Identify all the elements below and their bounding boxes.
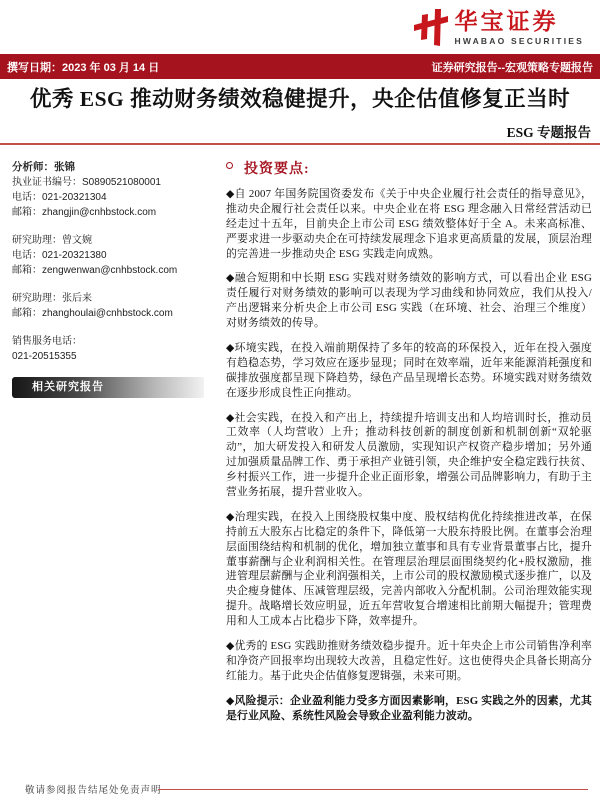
analyst-sidebar	[12, 160, 218, 398]
sales-phone-label: 销售服务电话：	[12, 336, 82, 347]
report-banner	[0, 54, 600, 79]
report-subtitle: ESG 专题报告	[506, 125, 591, 140]
analyst-email: 邮箱：zhangjin@cnhbstock.com	[12, 207, 157, 218]
risk-warning-paragraph: ◆风险提示：企业盈利能力受多方面因素影响，ESG 实践之外的因素，尤其是行业风险、系统性风险会导致企业盈利能力波动。	[226, 694, 592, 722]
footer-divider	[158, 789, 588, 790]
page-title: 优秀 ESG 推动财务绩效稳健提升，央企估值修复正当时	[29, 87, 571, 111]
brand-name-cn: 华宝证券	[454, 8, 559, 34]
brand-logo	[414, 9, 585, 46]
investment-summary	[226, 158, 592, 734]
assistant-group	[12, 233, 218, 278]
analyst-license: 执业证书编号：S0890521080001	[12, 177, 161, 188]
investment-points-header	[226, 158, 592, 178]
sales-phone-group	[12, 334, 218, 364]
summary-paragraph: ◆自 2007 年国务院国资委发布《关于中央企业履行社会责任的指导意见》，推动央企履行社会责任以来。中央企业在将 ESG 理念融入日常经营活动已经走过十五年，目前央企上市公司 ESG 绩效整体好于全 A。未来高标准、严要求进一步驱动央企在可持续发展理念下追求更高质量的发展，顶层治理的完善进一步推动央企 ESG 实践走向成熟。	[226, 188, 592, 260]
footer-disclaimer: 敬请参阅报告结尾处免责声明	[25, 786, 162, 796]
summary-paragraph: ◆融合短期和中长期 ESG 实践对财务绩效的影响方式，可以看出企业 ESG 责任履行对财务绩效的影响可以表现为学习曲线和协同效应，我们从投入/产出逻辑来分析央企上市公司 ESG 实践（在环境、社会、治理三个维度）对财务绩效的传导。	[226, 272, 592, 330]
assistant-email: 邮箱：zengwenwan@cnhbstock.com	[12, 265, 178, 276]
assistant-phone: 电话：021-20321380	[12, 250, 107, 261]
analyst-phone: 电话：021-20321304	[12, 192, 107, 203]
analyst-name: 分析师：张锦	[12, 161, 75, 173]
assistant-email: 邮箱：zhanghoulai@cnhbstock.com	[12, 308, 173, 319]
section-title: 投资要点:	[244, 162, 310, 177]
summary-paragraph: ◆社会实践，在投入和产出上，持续提升培训支出和人均培训时长，推动员工效率（人均营收）上升；推动科技创新的制度创新和机制创新“双轮驱动”，加大研发投入和研发人员激励，实现知识产权资产稳步增加；另外通过加强质量品牌工作、勇于承担产业链引领，央企维护安全稳定践行扶贫、乡村振兴工作，进一步提升企业正面形象，增强公司品牌影响力，有助于主营业务拓展，提升营业收入。	[226, 411, 592, 499]
brand-name-en: HWABAO SECURITIES	[454, 36, 584, 47]
summary-paragraph: ◆环境实践，在投入端前期保持了多年的较高的环保投入，近年在投入强度有趋稳态势，学习效应在逐步显现；同时在效率端，近年来能源消耗强度和碳排放强度都呈现下降趋势，绿色产品呈现增长态势。环境实践对财务绩效在逐步形成良性正向推动。	[226, 342, 592, 399]
assistant-group	[12, 291, 218, 321]
summary-paragraph: ◆治理实践，在投入上围绕股权集中度、股权结构优化持续推进改革，在保持前五大股东占比稳定的条件下，降低第一大股东持股比例。在董事会治理层面围绕结构和机制的优化，增加独立董事和具有专业背景董事占比，提升董事薪酬与企业利润相关性。在管理层治理层面围绕契约化+股权激励，推进管理层薪酬与企业利润强相关，上市公司的股权激励模式逐步推广，以及央企瘦身健体、压减管理层级，完善内部收入分配机制。公司治理效能实现提升。战略增长效应明显，近五年营收复合增速相比前期大幅提升；管理费用和人工成本占比稳步下降，效率提升。	[226, 510, 592, 628]
assistant-name: 研究助理：张后来	[12, 293, 92, 304]
report-category: 证券研究报告--宏观策略专题报告	[431, 61, 593, 74]
title-divider	[0, 143, 600, 145]
report-date: 撰写日期：2023 年 03 月 14 日	[7, 61, 160, 74]
hwabao-logo-icon	[414, 9, 448, 46]
analyst-group	[12, 160, 218, 220]
sales-phone-number: 021-20515355	[12, 351, 77, 362]
summary-paragraph: ◆优秀的 ESG 实践助推财务绩效稳步提升。近十年央企上市公司销售净利率和净资产回报率均出现较大改善，且稳定性好。这也使得央企具备长期高分红能力。基于此央企估值修复逻辑强，未来可期。	[226, 640, 592, 682]
bullet-circle-icon	[226, 162, 233, 169]
related-reports-bar: 相关研究报告	[12, 377, 204, 398]
brand-text	[455, 9, 585, 46]
assistant-name: 研究助理：曾文婉	[12, 235, 92, 246]
